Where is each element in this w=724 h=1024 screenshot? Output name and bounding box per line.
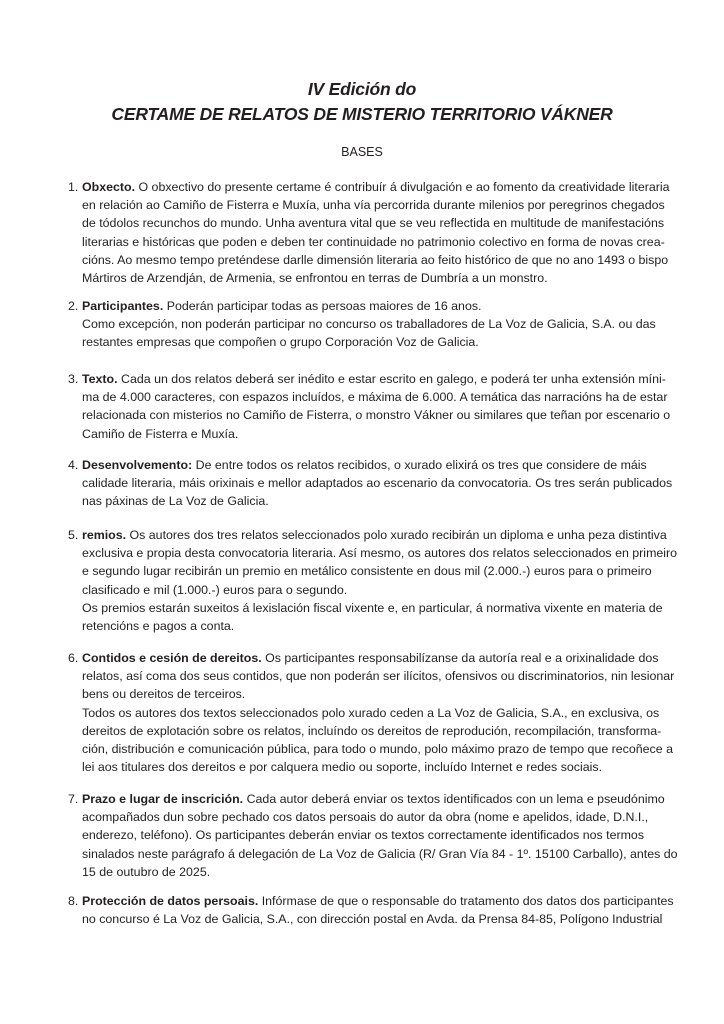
section-line — [82, 892, 674, 910]
section-line — [82, 910, 662, 928]
section-line — [82, 214, 665, 232]
section-text: sinalados neste parágrafo á delegación de La Voz de Galicia (R/ Gran Vía 84 - 1º. 15100 Carballo), antes do — [82, 846, 678, 861]
section-heading: Participantes. — [82, 299, 164, 313]
section-number: 2. — [68, 299, 79, 313]
section-text: Os participantes responsabilízanse da autoría real e a orixinalidade dos — [261, 651, 659, 665]
section-number: 5. — [68, 528, 79, 542]
section-line — [82, 826, 662, 844]
section-8 — [82, 892, 674, 928]
section-line — [82, 649, 662, 667]
section-text: cións. Ao mesmo tempo preténdese darlle dimensión literaria ao feito histórico de que no ano 1493 o bispo — [82, 252, 669, 267]
section-heading: remios. — [82, 528, 127, 542]
section-text: Cada un dos relatos deberá ser inédito e estar escrito en galego, e poderá ter unha extensión míni- — [117, 372, 666, 386]
section-line — [82, 456, 662, 474]
section-text: enderezo, teléfono). Os participantes deberán enviar os textos correctamente identificados nos termos — [82, 828, 645, 843]
section-heading: Protección de datos persoais. — [82, 894, 259, 908]
title-line-1: IV Edición do — [307, 79, 417, 99]
section-text: 15 de outubro de 2025. — [82, 864, 211, 879]
section-line — [82, 667, 675, 685]
section-line — [82, 269, 662, 287]
section-text: de tódolos recunchos do mundo. Unha aventura vital que se veu reflectida en multitude de manifestacións — [82, 216, 665, 231]
section-line — [82, 526, 667, 544]
section-number: 3. — [68, 372, 79, 386]
section-1 — [82, 178, 670, 287]
section-text: calidade literaria, máis orixinais e mellor adaptados ao escenario da convocatoria. Os tres serán publicados — [82, 476, 673, 491]
section-3 — [82, 370, 671, 443]
section-line — [82, 685, 662, 703]
section-text: exclusiva e propia desta convocatoria literaria. Así mesmo, os autores dos relatos seleccionados en primeiro — [82, 546, 678, 561]
section-text: Infórmase de que o responsable do tratamento dos datos dos participantes — [258, 894, 674, 908]
subtitle-bases: BASES — [341, 145, 383, 159]
section-6 — [82, 649, 675, 776]
section-heading: Texto. — [82, 372, 118, 386]
section-text: retencións e pagos a conta. — [82, 619, 235, 634]
section-text: O obxectivo do presente certame é contribuír á divulgación e ao fomento da creatividade literaria — [135, 180, 670, 194]
section-text: Os autores dos tres relatos seleccionados polo xurado recibirán un diploma e unha peza distintiva — [126, 528, 667, 542]
section-line — [82, 704, 662, 722]
section-line — [82, 722, 662, 740]
section-number: 7. — [68, 792, 79, 806]
section-line — [82, 474, 673, 492]
title-line-2: CERTAME DE RELATOS DE MISTERIO TERRITORIO VÁKNER — [111, 104, 613, 124]
section-line — [82, 758, 662, 776]
section-text: literarias e históricas que poden e deben ter continuidade no patrimonio colectivo en forma de novas crea- — [82, 234, 665, 249]
section-line — [82, 863, 662, 881]
section-text: lei aos titulares dos dereitos e por calquera medio ou soporte, incluído Internet e redes sociais. — [82, 760, 603, 775]
section-line — [82, 492, 662, 510]
section-text: nas páxinas de La Voz de Galicia. — [82, 494, 269, 509]
section-text: en relación ao Camiño de Fisterra e Muxía, unha vía percorrida durante milenios por peregrinos chegados — [82, 198, 665, 213]
section-line — [82, 740, 673, 758]
section-text: Mártiros de Arzendján, de Armenia, se enfrontou en terras de Dumbría a un monstro. — [82, 271, 548, 286]
section-text: relacionada con misterios no Camiño de Fisterra, o monstro Vákner ou similares que teñan por escenario o — [82, 408, 671, 423]
section-text: Poderán participar todas as persoas maiores de 16 anos. — [163, 299, 482, 313]
section-text: bens ou dereitos de terceiros. — [82, 687, 246, 702]
section-line — [82, 406, 671, 424]
section-heading: Contidos e cesión de dereitos. — [82, 651, 262, 665]
section-text: restantes empresas que compoñen o grupo Corporación Voz de Galicia. — [82, 335, 479, 350]
section-line — [82, 388, 668, 406]
section-line — [82, 425, 662, 443]
section-2 — [82, 297, 662, 352]
section-line — [82, 617, 662, 635]
section-text: acompañados dun sobre pechado cos datos persoais do autor da obra (nome e apelidos, idade, D.N.I., — [82, 810, 649, 825]
section-line — [82, 251, 669, 269]
section-text: De entre todos os relatos recibidos, o xurado elixirá os tres que considere de máis — [192, 458, 647, 472]
section-line — [82, 599, 662, 617]
section-line — [82, 196, 665, 214]
section-number: 4. — [68, 458, 79, 472]
section-heading: Prazo e lugar de inscrición. — [82, 792, 244, 806]
section-line — [82, 581, 662, 599]
section-line — [82, 790, 665, 808]
section-text: Como excepción, non poderán participar no concurso os traballadores de La Voz de Galicia, S.A. ou das — [82, 317, 656, 332]
section-line — [82, 808, 662, 826]
section-number: 1. — [68, 180, 79, 194]
section-line — [82, 544, 678, 562]
section-heading: Obxecto. — [82, 180, 136, 194]
section-line — [82, 315, 662, 333]
section-line — [82, 297, 662, 315]
section-line — [82, 562, 662, 580]
section-number: 6. — [68, 651, 79, 665]
section-text: e segundo lugar recibirán un premio en metálico consistente en dous mil (2.000.-) euros para o primeiro — [82, 564, 652, 579]
section-number: 8. — [68, 894, 79, 908]
section-text: Camiño de Fisterra e Muxía. — [82, 426, 239, 441]
section-line — [82, 333, 662, 351]
section-line — [82, 370, 666, 388]
section-text: no concurso é La Voz de Galicia, S.A., con dirección postal en Avda. da Prensa 84-85, Polígono Industrial — [82, 912, 663, 927]
section-line — [82, 845, 678, 863]
section-text: dereitos de explotación sobre os relatos, incluíndo os dereitos de reprodución, recompilación, transforma- — [82, 723, 662, 738]
section-line — [82, 233, 665, 251]
section-text: clasificado e mil (1.000.-) euros para o segundo. — [82, 582, 348, 597]
section-5 — [82, 526, 678, 635]
section-text: ma de 4.000 caracteres, con espazos incluídos, e máxima de 6.000. A temática das narracións ha de estar — [82, 390, 668, 405]
section-text: Todos os autores dos textos seleccionados polo xurado ceden a La Voz de Galicia, S.A., en exclusiva, os — [82, 705, 660, 720]
section-7 — [82, 790, 678, 881]
section-text: ción, distribución e comunicación pública, para todo o mundo, polo máximo prazo de tempo que recoñece a — [82, 742, 673, 757]
section-text: relatos, así coma dos seus contidos, que non poderán ser ilícitos, ofensivos ou discriminatorios, nin lesionar — [82, 669, 675, 684]
section-4 — [82, 456, 673, 511]
section-heading: Desenvolvemento: — [82, 458, 193, 472]
section-text: Os premios estarán suxeitos á lexislación fiscal vixente e, en particular, á normativa vixente en materia de — [82, 600, 663, 615]
section-text: Cada autor deberá enviar os textos identificados con un lema e pseudónimo — [243, 792, 665, 806]
section-line — [82, 178, 670, 196]
